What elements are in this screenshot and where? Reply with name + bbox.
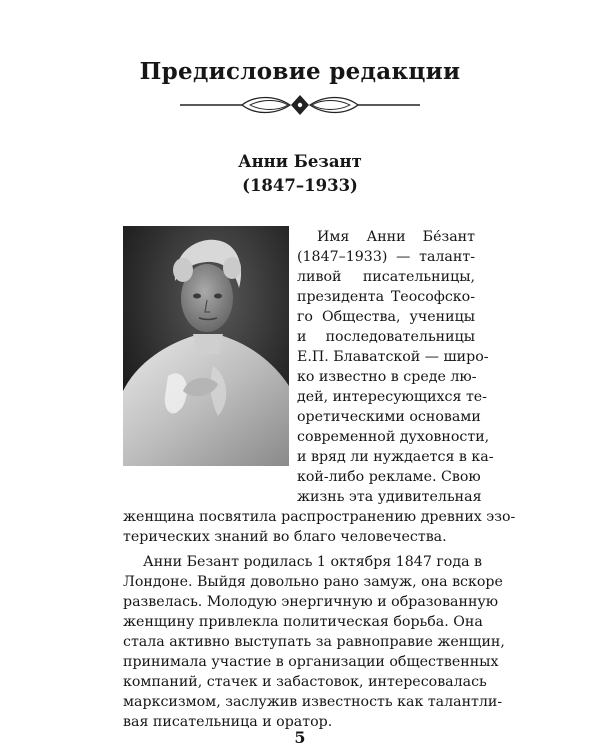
paragraph-line: и вряд ли нуждается в ка- xyxy=(297,449,494,465)
paragraph-line: (1847–1933) — талант- xyxy=(297,249,475,265)
paragraph-line: жизнь эта удивительная xyxy=(297,489,482,505)
paragraph-line: Имя Анни Бе́зант xyxy=(317,229,475,245)
paragraph-line: стала активно выступать за равноправие женщин, xyxy=(123,634,505,650)
paragraph-line: Анни Безант родилась 1 октября 1847 года в xyxy=(143,554,483,570)
ornament-divider xyxy=(180,92,420,118)
person-years: (1847–1933) xyxy=(242,176,358,195)
paragraph-line: принимала участие в организации общественных xyxy=(123,654,499,670)
paragraph-line: кой-либо рекламе. Свою xyxy=(297,469,481,485)
paragraph-line: женщину привлекла политическая борьба. Она xyxy=(123,614,483,630)
paragraph-line: современной духовности, xyxy=(297,429,490,445)
page-title: Предисловие редакции xyxy=(139,58,461,85)
portrait-image xyxy=(123,226,289,466)
portrait-photo xyxy=(123,226,289,466)
paragraph-line: женщина посвятила распространению древних эзо- xyxy=(123,509,516,525)
paragraph-line: Е.П. Блаватской — широ- xyxy=(297,349,489,365)
paragraph-line: компаний, стачек и забастовок, интересовалась xyxy=(123,674,487,690)
paragraph-line: марксизмом, заслужив известность как талантли- xyxy=(123,694,503,710)
paragraph-line: оретическими основами xyxy=(297,409,481,425)
paragraph-line: терических знаний во благо человечества. xyxy=(123,529,447,545)
paragraph-line: президента Теософско- xyxy=(297,289,475,305)
paragraph-line: ливой писательницы, xyxy=(297,269,475,285)
paragraph-line: го Общества, ученицы xyxy=(297,309,475,325)
person-name: Анни Безант xyxy=(238,152,362,171)
page-number: 5 xyxy=(294,728,306,747)
paragraph-line: ко известно в среде лю- xyxy=(297,369,477,385)
paragraph-line: вая писательница и оратор. xyxy=(123,714,333,730)
paragraph-line: дей, интересующихся те- xyxy=(297,389,487,405)
paragraph-line: развелась. Молодую энергичную и образованную xyxy=(123,594,499,610)
paragraph-line: Лондоне. Выйдя довольно рано замуж, она вскоре xyxy=(123,574,503,590)
paragraph-line: и последовательницы xyxy=(297,329,475,345)
